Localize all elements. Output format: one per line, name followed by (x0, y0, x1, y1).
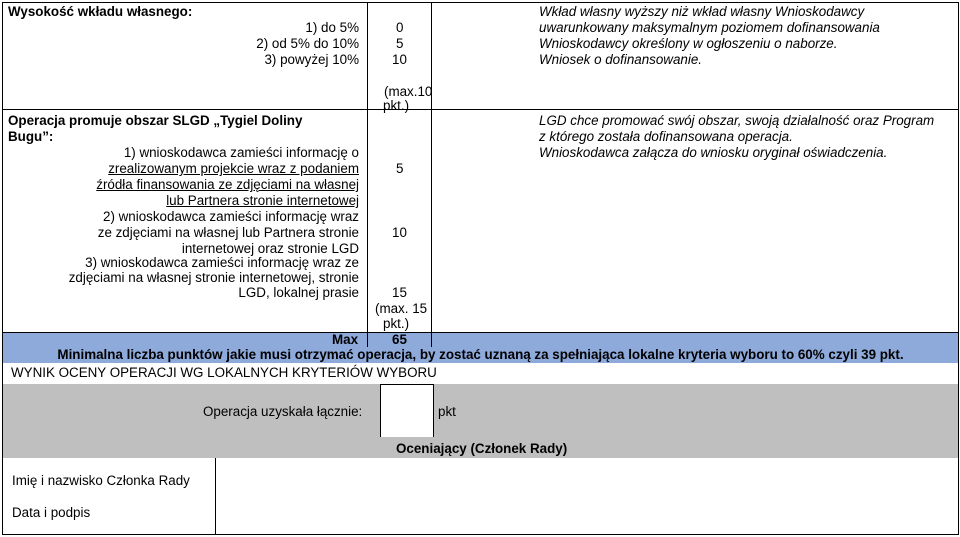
max-label: Max (332, 332, 359, 347)
promotion-max-note-2: pkt.) (383, 316, 410, 331)
promotion-heading-line-2: Bugu”: (8, 129, 54, 144)
promotion-line-5: 2) wnioskodawca zamieści informację wraz (103, 209, 359, 224)
gray-band-1 (2, 384, 959, 401)
promotion-max-note: (max. 15 (375, 301, 428, 316)
result-title: WYNIK OCENY OPERACJI WG LOKALNYCH KRYTERIÓW WYBORU (11, 365, 437, 380)
name-value-cell[interactable] (215, 458, 959, 502)
total-label: Operacja uzyskała łącznie: (203, 404, 363, 419)
promotion-line-9: zdjęciami na własnej stronie internetowej, stronie (68, 270, 359, 285)
own-contribution-comment-3: Wnioskodawcy określony w ogłoszeniu o naborze. (539, 36, 838, 51)
sign-label: Data i podpis (12, 505, 91, 520)
own-contribution-option-1: 1) do 5% (305, 20, 359, 35)
promotion-comment-1: LGD chce promować swój obszar, swoją działalność oraz Program (539, 113, 935, 128)
own-contribution-points-1: 0 (396, 20, 404, 35)
promotion-heading-line-1: Operacja promuje obszar SLGD „Tygiel Doliny (8, 113, 303, 128)
minimum-note: Minimalna liczba punktów jakie musi otrzymać operacja, by zostać uznaną za spełniająca lokalne kryteria wyboru to 60% czyli 39 pkt. (57, 347, 904, 362)
own-contribution-option-3: 3) powyżej 10% (264, 52, 359, 67)
name-label: Imię i nazwisko Członka Rady (12, 473, 190, 488)
promotion-comment-3: Wnioskodawca załącza do wniosku oryginał oświadczenia. (539, 145, 888, 160)
promotion-line-8: 3) wnioskodawca zamieści informację wraz ze (85, 255, 359, 270)
own-contribution-comment-1: Wkład własny wyższy niż wkład własny Wnioskodawcy (539, 4, 865, 19)
promotion-points-1: 5 (396, 161, 404, 176)
max-value: 65 (392, 332, 407, 347)
own-contribution-points-2: 5 (396, 36, 404, 51)
own-contribution-max-note: (max.10 (384, 84, 433, 99)
total-score-box[interactable] (380, 384, 434, 438)
promotion-line-6: ze zdjęciami na własnej lub Partnera stronie (97, 225, 359, 240)
sign-value-cell[interactable] (215, 501, 959, 535)
own-contribution-points-3: 10 (392, 52, 407, 67)
own-contribution-comment-2: uwarunkowany maksymalnym poziomem dofinansowania (539, 20, 880, 35)
gray-band-3 (2, 421, 959, 438)
own-contribution-max-note-2: pkt.) (383, 98, 410, 113)
promotion-line-10: LGD, lokalnej prasie (238, 285, 359, 300)
promotion-points-3: 15 (392, 285, 407, 300)
max-row (2, 332, 959, 348)
own-contribution-heading: Wysokość wkładu własnego: (8, 4, 193, 19)
assessor-title: Oceniający (Członek Rady) (396, 441, 568, 456)
promotion-points-2: 10 (392, 225, 407, 240)
promotion-comment-2: z którego została dofinansowana operacja. (539, 129, 793, 144)
own-contribution-comment-4: Wniosek o dofinansowanie. (539, 52, 703, 67)
gray-band-2 (2, 400, 959, 422)
promotion-line-2: zrealizowanym projekcie wraz z podaniem (108, 161, 359, 176)
promotion-line-1: 1) wnioskodawca zamieści informację o (123, 145, 359, 160)
total-unit: pkt (438, 404, 456, 419)
promotion-line-3: źródła finansowania ze zdjęciami na własnej (96, 177, 359, 192)
own-contribution-option-2: 2) od 5% do 10% (256, 36, 359, 51)
promotion-line-7: internetowej oraz stronie LGD (181, 241, 359, 256)
promotion-line-4: lub Partnera stronie internetowej (166, 193, 359, 208)
